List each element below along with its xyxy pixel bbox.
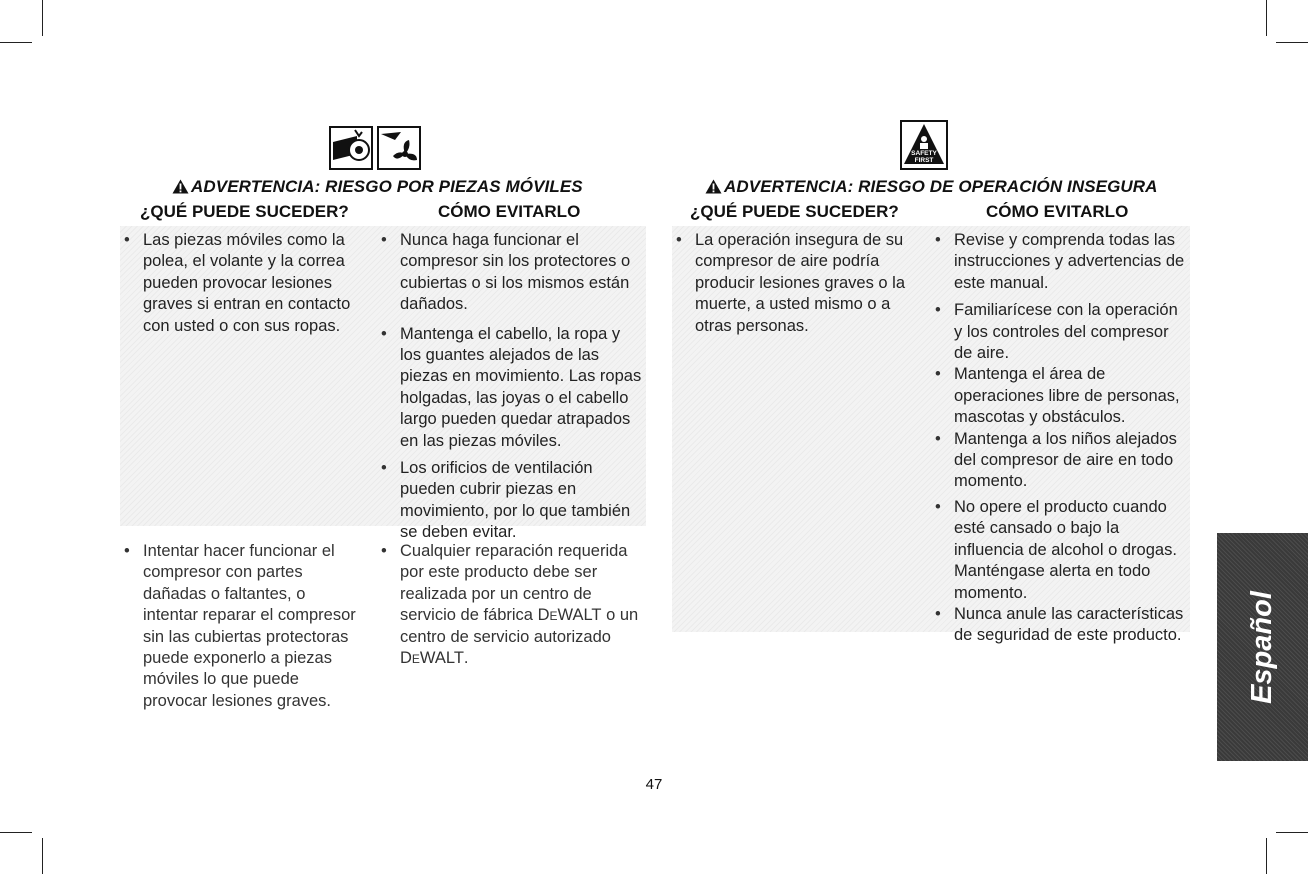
column-header-how: CÓMO EVITARLO bbox=[438, 202, 581, 221]
list-item: • Nunca haga funcionar el compresor sin los protectores o cubiertas o si los mismos están dañados. bbox=[381, 230, 643, 316]
section-heading-unsafe-operation bbox=[705, 177, 1158, 197]
language-tab-text: Español bbox=[1246, 590, 1278, 704]
crop-mark bbox=[42, 0, 43, 36]
bullet-list-what bbox=[124, 541, 364, 712]
safety-first-icon bbox=[900, 120, 948, 170]
bullet-list-what bbox=[676, 230, 916, 337]
column-header-what: ¿QUÉ PUEDE SUCEDER? bbox=[690, 202, 899, 221]
crop-mark bbox=[1266, 838, 1267, 874]
bullet-list-how bbox=[935, 230, 1187, 647]
safety-label: SAFETY bbox=[911, 150, 937, 157]
list-item: • Nunca anule las características de seguridad de este producto. bbox=[935, 604, 1187, 647]
list-item: • La operación insegura de su compresor de aire podría producir lesiones graves o la muerte, a usted mismo o a otras personas. bbox=[676, 230, 916, 337]
heading-text: ADVERTENCIA: RIESGO POR PIEZAS MÓVILES bbox=[191, 177, 583, 196]
list-item: • Los orificios de ventilación pueden cubrir piezas en movimiento, por lo que también se deben evitar. bbox=[381, 458, 643, 544]
text-span: . bbox=[463, 649, 469, 668]
hazard-icons bbox=[329, 126, 421, 170]
list-item: • No opere el producto cuando esté cansado o bajo la influencia de alcohol o drogas. Manténgase alerta en todo momento. bbox=[935, 497, 1187, 604]
heading-text: ADVERTENCIA: RIESGO DE OPERACIÓN INSEGURA bbox=[724, 177, 1158, 196]
text-span: o un centro de servicio autorizado bbox=[400, 606, 639, 646]
list-item: • Mantenga a los niños alejados del compresor de aire en todo momento. bbox=[935, 429, 1187, 493]
list-item: • Familiarícese con la operación y los controles del compresor de aire. bbox=[935, 300, 1187, 364]
brand-name: DeWALT bbox=[400, 649, 464, 668]
list-item bbox=[381, 541, 643, 669]
warning-triangle-icon bbox=[705, 179, 722, 194]
text-span: Cualquier reparación requerida por este producto debe ser realizada por un centro de servicio de fábrica bbox=[400, 542, 628, 625]
warning-triangle-icon bbox=[172, 179, 189, 194]
column-header-what: ¿QUÉ PUEDE SUCEDER? bbox=[140, 202, 349, 221]
page-number: 47 bbox=[645, 776, 663, 793]
brand-name: DeWALT bbox=[537, 606, 602, 625]
list-item: • Las piezas móviles como la polea, el volante y la correa pueden provocar lesiones graves si entran en contacto con usted o con sus ropas. bbox=[124, 230, 364, 337]
list-item: • Mantenga el área de operaciones libre de personas, mascotas y obstáculos. bbox=[935, 364, 1187, 428]
bullet-list-how bbox=[381, 541, 643, 669]
crop-mark bbox=[0, 42, 32, 43]
crop-mark bbox=[1276, 832, 1308, 833]
language-tab-label bbox=[1218, 533, 1307, 761]
list-item: • Revise y comprenda todas las instrucciones y advertencias de este manual. bbox=[935, 230, 1187, 294]
list-item: • Mantenga el cabello, la ropa y los guantes alejados de las piezas en movimiento. Las ropas holgadas, las joyas o el cabello largo pueden quedar atrapados en las piezas móviles. bbox=[381, 324, 643, 452]
bullet-list-what bbox=[124, 230, 364, 337]
crop-mark bbox=[1266, 0, 1267, 36]
crop-mark bbox=[1276, 42, 1308, 43]
crop-mark bbox=[42, 838, 43, 874]
crop-mark bbox=[0, 832, 32, 833]
fan-blade-hazard-icon bbox=[377, 126, 421, 170]
moving-parts-pulley-icon bbox=[329, 126, 373, 170]
first-label: FIRST bbox=[914, 157, 934, 164]
bullet-list-how bbox=[381, 230, 643, 544]
section-heading-moving-parts bbox=[172, 177, 583, 197]
list-item: • Intentar hacer funcionar el compresor con partes dañadas o faltantes, o intentar reparar el compresor sin las cubiertas protectoras puede exponerlo a piezas móviles lo que puede provocar lesiones graves. bbox=[124, 541, 364, 712]
column-header-how: CÓMO EVITARLO bbox=[986, 202, 1129, 221]
